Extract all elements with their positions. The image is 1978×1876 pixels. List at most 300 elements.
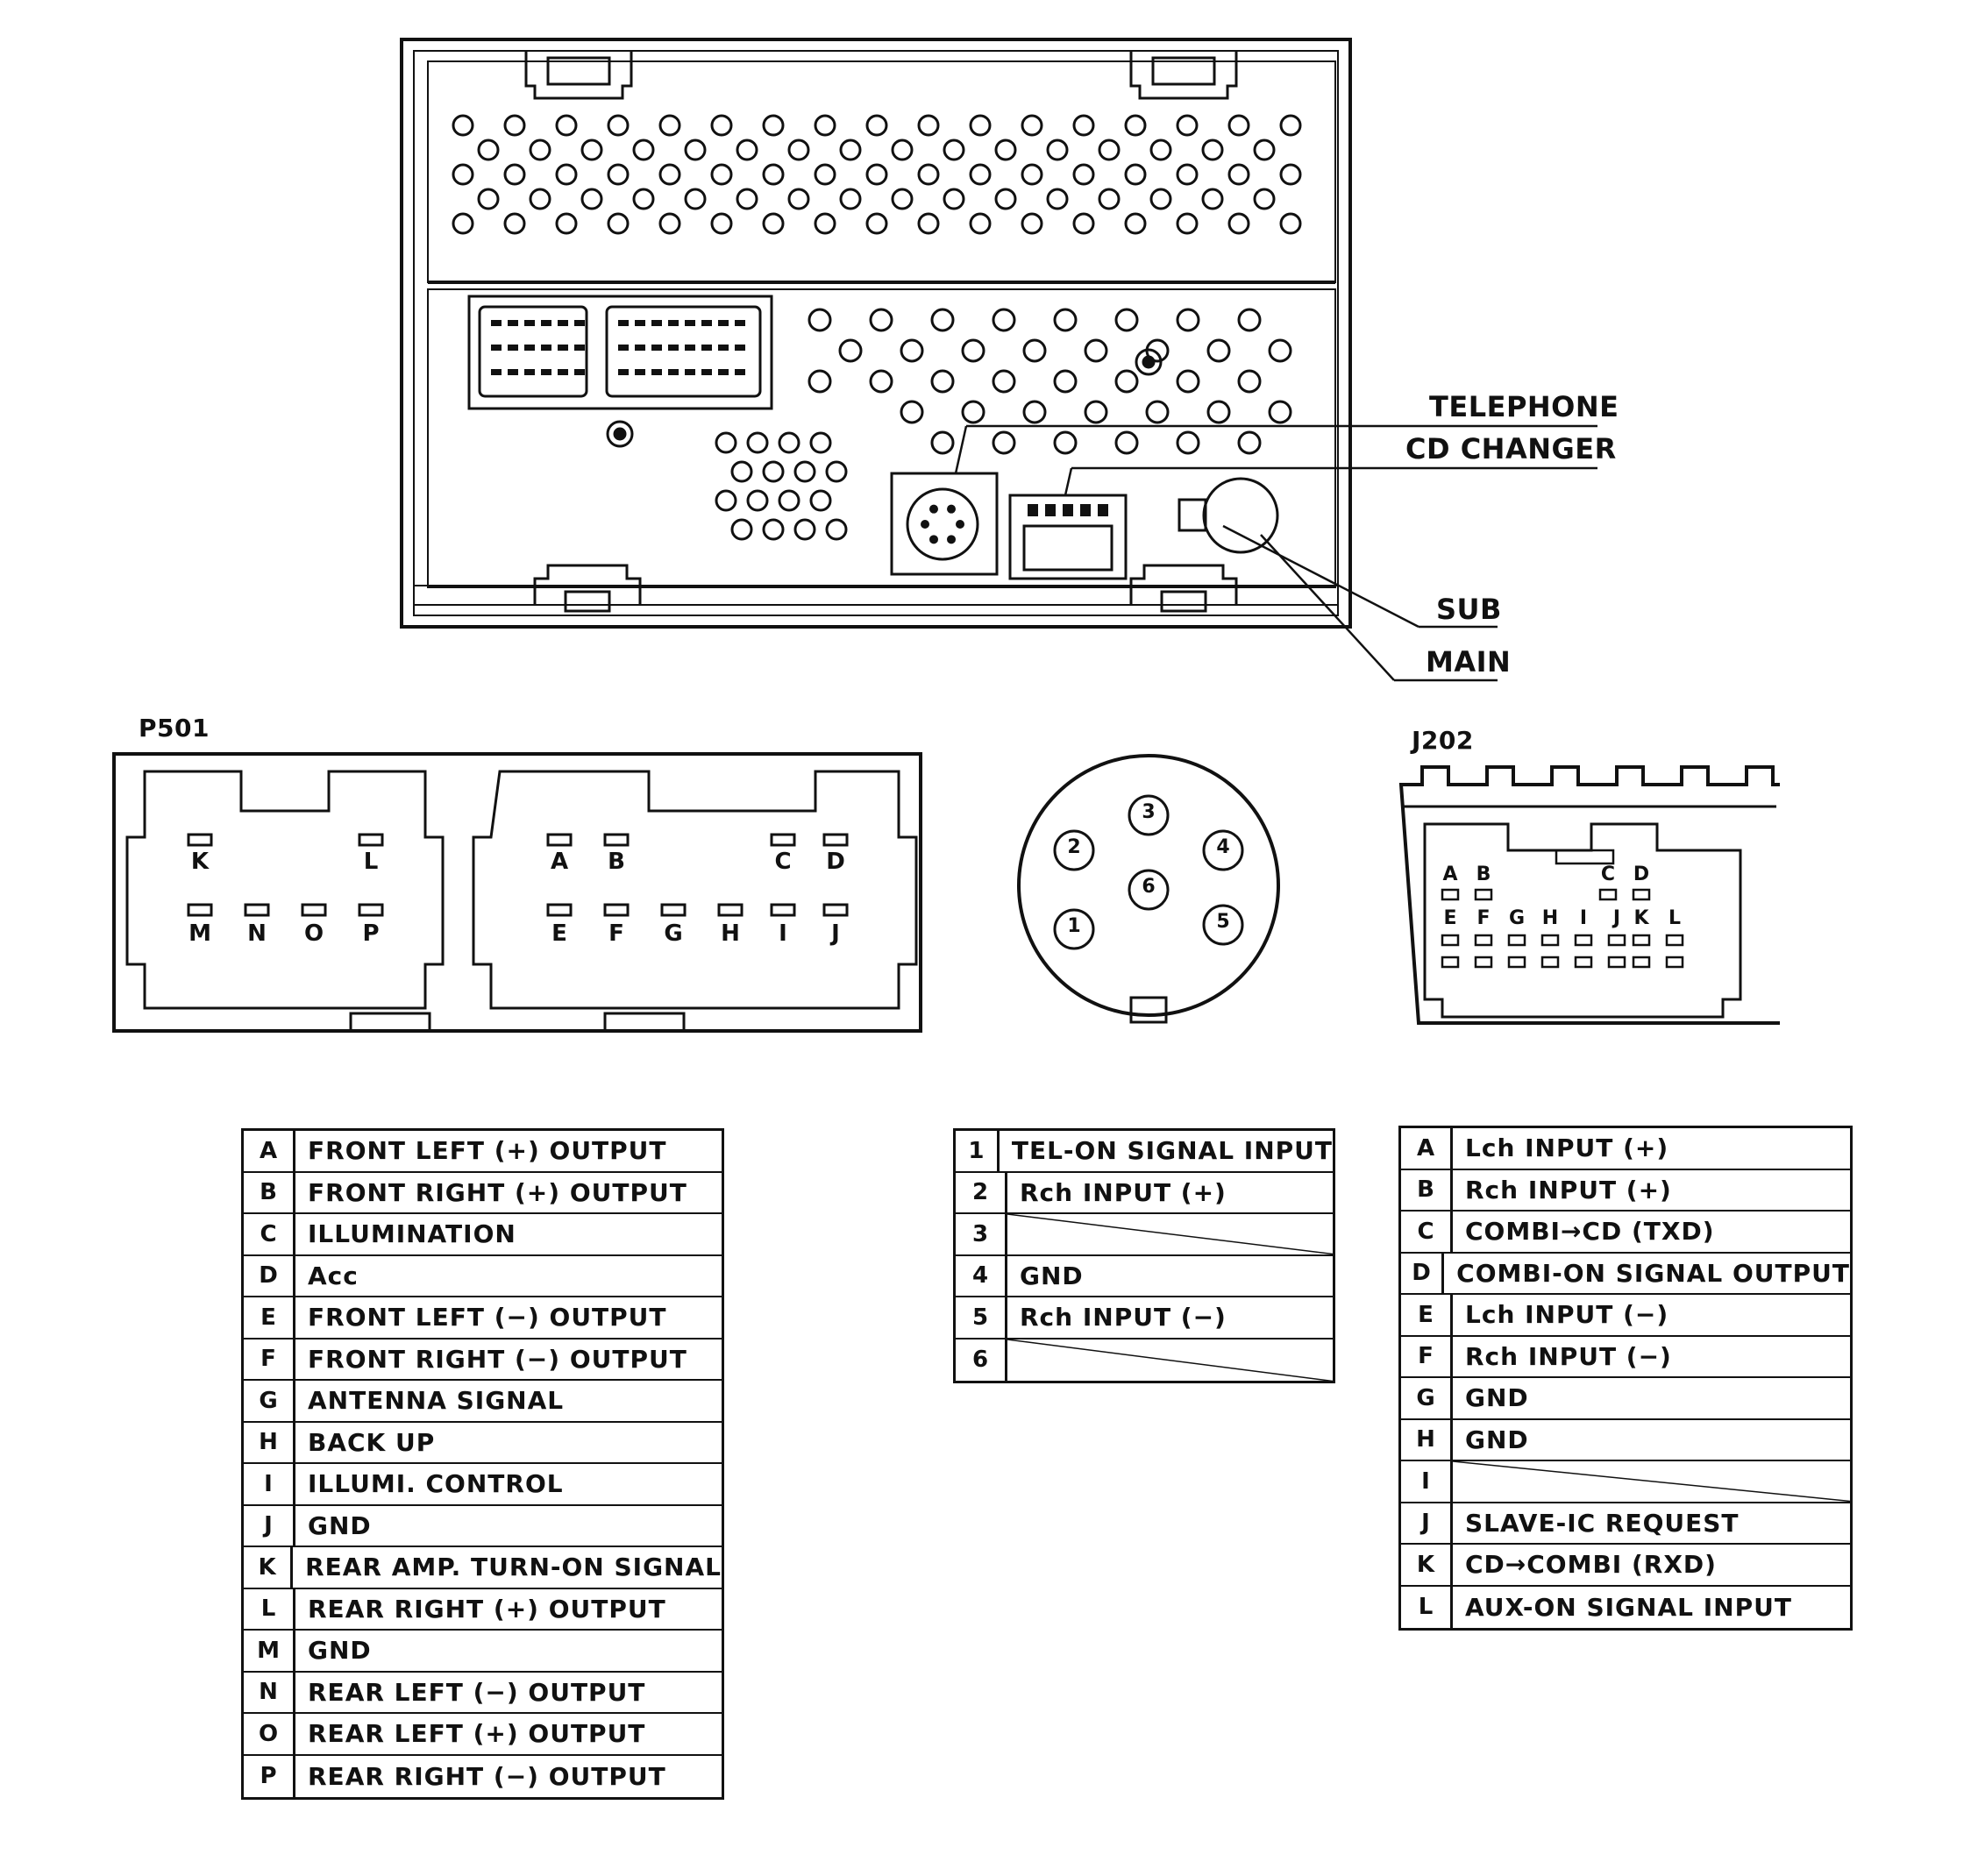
- pin-cell: 3: [956, 1214, 1007, 1254]
- din-pin-label-6: 6: [1142, 876, 1156, 898]
- connector-pin: [651, 369, 662, 375]
- vent-hole: [716, 491, 736, 510]
- pin-d: [824, 835, 847, 845]
- vent-hole: [1022, 116, 1042, 135]
- description-cell: BACK UP: [308, 1427, 436, 1457]
- vent-hole: [764, 462, 783, 481]
- vent-hole: [932, 432, 953, 453]
- vent-hole: [1116, 309, 1137, 330]
- table-row: [1401, 1587, 1850, 1629]
- connector-pin: [524, 369, 535, 375]
- vent-hole: [944, 140, 964, 160]
- connector-pin: [735, 345, 745, 351]
- telephone-label: TELEPHONE: [1429, 390, 1619, 423]
- vent-hole: [1239, 432, 1260, 453]
- vent-hole: [582, 140, 601, 160]
- vent-hole: [919, 116, 938, 135]
- pin-cell: I: [1401, 1461, 1453, 1502]
- table-row: [244, 1464, 722, 1506]
- din-jack-pin: [929, 505, 938, 514]
- connector-pin: [508, 345, 518, 351]
- description-cell: Rch INPUT (+): [1020, 1177, 1227, 1207]
- vent-hole: [867, 214, 886, 233]
- j202-pin-b: [1476, 890, 1491, 899]
- description-cell: REAR RIGHT (−) OUTPUT: [308, 1761, 666, 1791]
- vent-hole: [1151, 189, 1170, 209]
- j202-pin-label-c: C: [1600, 863, 1616, 885]
- table-row: [244, 1339, 722, 1382]
- table-row: [244, 1673, 722, 1715]
- pin-j: [824, 905, 847, 915]
- vent-hole: [815, 116, 835, 135]
- connector-pin: [718, 369, 729, 375]
- table-row: [956, 1256, 1333, 1298]
- j202-pin-j: [1609, 935, 1625, 945]
- pin-g: [662, 905, 685, 915]
- cd-connector-pin: [1028, 504, 1038, 516]
- vent-hole: [1126, 165, 1145, 184]
- description-cell: GND: [308, 1636, 372, 1666]
- pin-n: [245, 905, 268, 915]
- pin-cell: B: [1401, 1170, 1453, 1211]
- connector-pin: [491, 345, 502, 351]
- vent-hole: [1024, 401, 1045, 423]
- pin-label-a: A: [550, 849, 569, 875]
- connector-pin: [558, 345, 568, 351]
- vent-hole: [1116, 371, 1137, 392]
- connector-pin: [685, 369, 695, 375]
- description-cell: GND: [1465, 1383, 1529, 1413]
- j202-pin-lower-l: [1667, 957, 1683, 967]
- vent-hole: [764, 520, 783, 539]
- pin-m: [189, 905, 211, 915]
- pin-label-j: J: [831, 920, 840, 947]
- pin-cell: 5: [956, 1297, 1007, 1338]
- vent-hole: [608, 214, 628, 233]
- vent-hole: [557, 165, 576, 184]
- pin-cell: C: [244, 1214, 295, 1254]
- vent-hole: [748, 433, 767, 452]
- vent-hole: [1178, 165, 1197, 184]
- din-pin-label-5: 5: [1216, 911, 1230, 933]
- j202-pin-label-l: L: [1668, 907, 1682, 929]
- description-cell: [1007, 1339, 1333, 1382]
- table-row: [244, 1297, 722, 1339]
- table-row: [956, 1173, 1333, 1215]
- j202-pin-i: [1576, 935, 1591, 945]
- j202-pin-h: [1542, 935, 1558, 945]
- table-row: [1401, 1128, 1850, 1170]
- pin-cell: K: [1401, 1545, 1453, 1585]
- table-row: [244, 1506, 722, 1548]
- din-pin-label-4: 4: [1216, 836, 1230, 858]
- pin-cell: J: [244, 1506, 295, 1546]
- table-row: [1401, 1378, 1850, 1420]
- pin-cell: A: [1401, 1128, 1453, 1169]
- pin-cell: K: [244, 1547, 293, 1588]
- vent-hole: [737, 189, 757, 209]
- connector-pin: [558, 369, 568, 375]
- j202-pin-label-a: A: [1442, 863, 1458, 885]
- j202-pin-d: [1633, 890, 1649, 899]
- vent-hole: [1048, 189, 1067, 209]
- pin-cell: 6: [956, 1339, 1007, 1382]
- table-row: [244, 1381, 722, 1423]
- vent-hole: [996, 140, 1015, 160]
- vent-hole: [1281, 165, 1300, 184]
- pin-cell: H: [1401, 1420, 1453, 1460]
- vent-hole: [1022, 165, 1042, 184]
- table-row: [1401, 1170, 1850, 1212]
- description-cell: REAR AMP. TURN-ON SIGNAL: [305, 1553, 722, 1582]
- vent-hole: [608, 116, 628, 135]
- vent-hole: [530, 189, 550, 209]
- vent-hole: [764, 116, 783, 135]
- description-cell: ILLUMI. CONTROL: [308, 1469, 564, 1499]
- vent-hole: [1270, 401, 1291, 423]
- pin-cell: A: [244, 1131, 295, 1171]
- unused-slash: [1007, 1214, 1333, 1254]
- connector-pin: [685, 320, 695, 326]
- vent-hole: [809, 309, 830, 330]
- description-cell: GND: [1020, 1261, 1084, 1290]
- description-cell: FRONT RIGHT (−) OUTPUT: [308, 1344, 687, 1374]
- connector-pin: [541, 320, 551, 326]
- vent-hole: [1074, 165, 1093, 184]
- description-cell: [1007, 1214, 1333, 1254]
- din-jack-pin: [956, 520, 964, 529]
- vent-hole: [932, 309, 953, 330]
- j202-pin-lower-g: [1509, 957, 1525, 967]
- connector-pin: [574, 320, 585, 326]
- pin-cell: L: [1401, 1587, 1453, 1629]
- sub-label: SUB: [1436, 593, 1502, 626]
- connector-pin: [685, 345, 695, 351]
- table-row: [1401, 1503, 1850, 1546]
- pin-label-m: M: [189, 920, 211, 947]
- vent-hole: [505, 116, 524, 135]
- vent-hole: [1022, 214, 1042, 233]
- vent-hole: [841, 140, 860, 160]
- connector-pin: [618, 320, 629, 326]
- vent-hole: [963, 340, 984, 361]
- connector-pin: [558, 320, 568, 326]
- vent-hole: [1055, 309, 1076, 330]
- description-cell: ILLUMINATION: [308, 1219, 516, 1249]
- vent-hole: [1229, 165, 1249, 184]
- j202-pin-label-i: I: [1579, 907, 1588, 929]
- table-row: [1401, 1337, 1850, 1379]
- j202-pin-lower-f: [1476, 957, 1491, 967]
- vent-hole: [789, 189, 808, 209]
- description-cell: GND: [1465, 1425, 1529, 1454]
- vent-hole: [608, 165, 628, 184]
- j202-pin-table: [1398, 1126, 1853, 1631]
- vent-hole: [815, 165, 835, 184]
- pin-label-g: G: [664, 920, 683, 947]
- pin-label-l: L: [363, 849, 379, 875]
- vent-hole: [1151, 140, 1170, 160]
- din-pin-label-3: 3: [1142, 801, 1156, 823]
- vent-hole: [795, 520, 815, 539]
- connector-pin: [524, 345, 535, 351]
- vent-hole: [901, 340, 922, 361]
- vent-hole: [1281, 116, 1300, 135]
- description-cell: REAR LEFT (−) OUTPUT: [308, 1677, 646, 1707]
- pin-o: [302, 905, 325, 915]
- vent-hole: [1229, 116, 1249, 135]
- connector-pin: [524, 320, 535, 326]
- vent-hole: [971, 214, 990, 233]
- pin-label-o: O: [303, 920, 324, 947]
- vent-hole: [1048, 140, 1067, 160]
- vent-hole: [453, 165, 473, 184]
- pin-cell: F: [1401, 1337, 1453, 1377]
- j202-title: J202: [1412, 726, 1474, 755]
- table-row: [244, 1589, 722, 1631]
- table-row: [956, 1297, 1333, 1339]
- j202-pin-l: [1667, 935, 1683, 945]
- table-row: [1401, 1545, 1850, 1587]
- vent-hole: [1126, 214, 1145, 233]
- vent-hole: [1229, 214, 1249, 233]
- vent-hole: [686, 189, 705, 209]
- vent-hole: [634, 140, 653, 160]
- vent-hole: [993, 371, 1014, 392]
- table-row: [1401, 1212, 1850, 1254]
- pin-e: [548, 905, 571, 915]
- j202-pin-lower-e: [1442, 957, 1458, 967]
- connector-pin: [718, 345, 729, 351]
- description-cell: SLAVE-IC REQUEST: [1465, 1508, 1740, 1538]
- pin-cell: J: [1401, 1503, 1453, 1544]
- connector-pin: [668, 320, 679, 326]
- cd-changer-label: CD CHANGER: [1405, 432, 1617, 465]
- connector-pin: [635, 320, 645, 326]
- vent-hole: [712, 165, 731, 184]
- pin-label-e: E: [551, 920, 567, 947]
- pin-cell: E: [244, 1297, 295, 1338]
- pin-p: [359, 905, 382, 915]
- vent-hole: [932, 371, 953, 392]
- vent-hole: [1178, 214, 1197, 233]
- description-cell: GND: [308, 1510, 372, 1540]
- din-jack-pin: [947, 505, 956, 514]
- vent-hole: [944, 189, 964, 209]
- connector-pin: [718, 320, 729, 326]
- vent-hole: [505, 214, 524, 233]
- p501-connector: [105, 745, 929, 1034]
- pin-label-p: P: [362, 920, 380, 947]
- vent-hole: [737, 140, 757, 160]
- j202-pin-lower-i: [1576, 957, 1591, 967]
- pin-label-d: D: [826, 849, 845, 875]
- description-cell: REAR LEFT (+) OUTPUT: [308, 1719, 646, 1749]
- j202-pin-label-j: J: [1612, 907, 1621, 929]
- table-row: [244, 1131, 722, 1173]
- vent-hole: [748, 491, 767, 510]
- connector-pin: [491, 369, 502, 375]
- vent-hole: [867, 165, 886, 184]
- vent-hole: [1085, 401, 1106, 423]
- pin-k: [189, 835, 211, 845]
- vent-hole: [479, 140, 498, 160]
- vent-hole: [971, 165, 990, 184]
- table-row: [244, 1256, 722, 1298]
- vent-hole: [996, 189, 1015, 209]
- pin-cell: F: [244, 1339, 295, 1380]
- vent-hole: [893, 189, 912, 209]
- din-jack-pin: [929, 535, 938, 544]
- vent-hole: [764, 214, 783, 233]
- table-row: [956, 1131, 1333, 1173]
- j202-connector: [1394, 758, 1780, 1030]
- pin-label-i: I: [779, 920, 787, 947]
- vent-hole: [732, 462, 751, 481]
- cd-connector-pin: [1098, 504, 1108, 516]
- j202-pin-label-e: E: [1443, 907, 1457, 929]
- vent-hole: [811, 433, 830, 452]
- vent-hole: [1281, 214, 1300, 233]
- vent-hole: [901, 401, 922, 423]
- j202-pin-e: [1442, 935, 1458, 945]
- j202-pin-label-f: F: [1476, 907, 1491, 929]
- cd-connector-pin: [1063, 504, 1073, 516]
- din-jack-pin: [947, 535, 956, 544]
- vent-hole: [557, 214, 576, 233]
- table-row: [1401, 1254, 1850, 1296]
- table-row: [244, 1423, 722, 1465]
- vent-hole: [686, 140, 705, 160]
- connector-pin: [735, 320, 745, 326]
- table-row: [244, 1714, 722, 1756]
- p501-pin-table: [241, 1128, 724, 1800]
- pin-cell: D: [1401, 1254, 1444, 1294]
- connector-pin: [668, 369, 679, 375]
- table-row: [1401, 1461, 1850, 1503]
- vent-hole: [530, 140, 550, 160]
- vent-hole: [557, 116, 576, 135]
- connector-pin: [618, 345, 629, 351]
- vent-hole: [827, 462, 846, 481]
- vent-hole: [1178, 309, 1199, 330]
- description-cell: REAR RIGHT (+) OUTPUT: [308, 1594, 666, 1624]
- vent-hole: [712, 116, 731, 135]
- description-cell: COMBI→CD (TXD): [1465, 1217, 1715, 1247]
- table-row: [956, 1339, 1333, 1382]
- description-cell: FRONT RIGHT (+) OUTPUT: [308, 1177, 687, 1207]
- vent-hole: [893, 140, 912, 160]
- pin-label-f: F: [608, 920, 624, 947]
- description-cell: ANTENNA SIGNAL: [308, 1386, 565, 1416]
- connector-pin: [508, 369, 518, 375]
- pin-label-k: K: [190, 849, 210, 875]
- pin-h: [719, 905, 742, 915]
- j202-pin-lower-j: [1609, 957, 1625, 967]
- connector-pin: [701, 369, 712, 375]
- vent-hole: [1099, 189, 1119, 209]
- vent-hole: [1239, 371, 1260, 392]
- pin-cell: 2: [956, 1173, 1007, 1213]
- pin-cell: I: [244, 1464, 295, 1504]
- pin-cell: M: [244, 1631, 295, 1671]
- table-row: [1401, 1420, 1850, 1462]
- description-cell: AUX-ON SIGNAL INPUT: [1465, 1592, 1792, 1622]
- connector-pin: [541, 345, 551, 351]
- j202-pin-k: [1633, 935, 1649, 945]
- vent-hole: [453, 116, 473, 135]
- vent-hole: [827, 520, 846, 539]
- vent-hole: [1147, 401, 1168, 423]
- j202-pin-c: [1600, 890, 1616, 899]
- description-cell: COMBI-ON SIGNAL OUTPUT: [1456, 1258, 1850, 1288]
- description-cell: Lch INPUT (+): [1465, 1133, 1669, 1163]
- description-cell: Acc: [308, 1261, 359, 1290]
- table-row: [244, 1756, 722, 1798]
- connector-pin: [618, 369, 629, 375]
- pin-cell: P: [244, 1756, 295, 1798]
- vent-hole: [795, 462, 815, 481]
- connector-pin: [635, 345, 645, 351]
- vent-hole: [993, 309, 1014, 330]
- vent-hole: [1074, 116, 1093, 135]
- connector-pin: [574, 369, 585, 375]
- vent-hole: [867, 116, 886, 135]
- vent-hole: [871, 309, 892, 330]
- vent-hole: [963, 401, 984, 423]
- description-cell: CD→COMBI (RXD): [1465, 1550, 1717, 1580]
- description-cell: TEL-ON SIGNAL INPUT: [1011, 1136, 1333, 1166]
- vent-hole: [840, 340, 861, 361]
- vent-hole: [815, 214, 835, 233]
- table-row: [956, 1214, 1333, 1256]
- j202-pin-lower-h: [1542, 957, 1558, 967]
- vent-hole: [712, 214, 731, 233]
- vent-hole: [1203, 140, 1222, 160]
- table-row: [244, 1631, 722, 1673]
- pin-label-b: B: [608, 849, 625, 875]
- vent-hole: [453, 214, 473, 233]
- vent-hole: [505, 165, 524, 184]
- vent-hole: [993, 432, 1014, 453]
- table-row: [244, 1214, 722, 1256]
- din-jack-pin: [921, 520, 929, 529]
- pin-cell: D: [244, 1256, 295, 1297]
- vent-hole: [919, 214, 938, 233]
- vent-hole: [479, 189, 498, 209]
- vent-hole: [1270, 340, 1291, 361]
- main-label: MAIN: [1426, 645, 1512, 679]
- p501-title: P501: [139, 714, 210, 743]
- vent-hole: [1178, 371, 1199, 392]
- vent-hole: [1208, 401, 1229, 423]
- pin-cell: N: [244, 1673, 295, 1713]
- vent-hole: [1239, 309, 1260, 330]
- pin-label-c: C: [774, 849, 792, 875]
- description-cell: FRONT LEFT (+) OUTPUT: [308, 1136, 667, 1166]
- pin-a: [548, 835, 571, 845]
- table-row: [244, 1547, 722, 1589]
- vent-hole: [1024, 340, 1045, 361]
- description-cell: Rch INPUT (−): [1020, 1303, 1227, 1332]
- description-cell: [1453, 1461, 1850, 1502]
- pin-cell: L: [244, 1589, 295, 1630]
- connector-pin: [735, 369, 745, 375]
- connector-pin: [541, 369, 551, 375]
- vent-hole: [716, 433, 736, 452]
- connector-pin: [574, 345, 585, 351]
- pin-f: [605, 905, 628, 915]
